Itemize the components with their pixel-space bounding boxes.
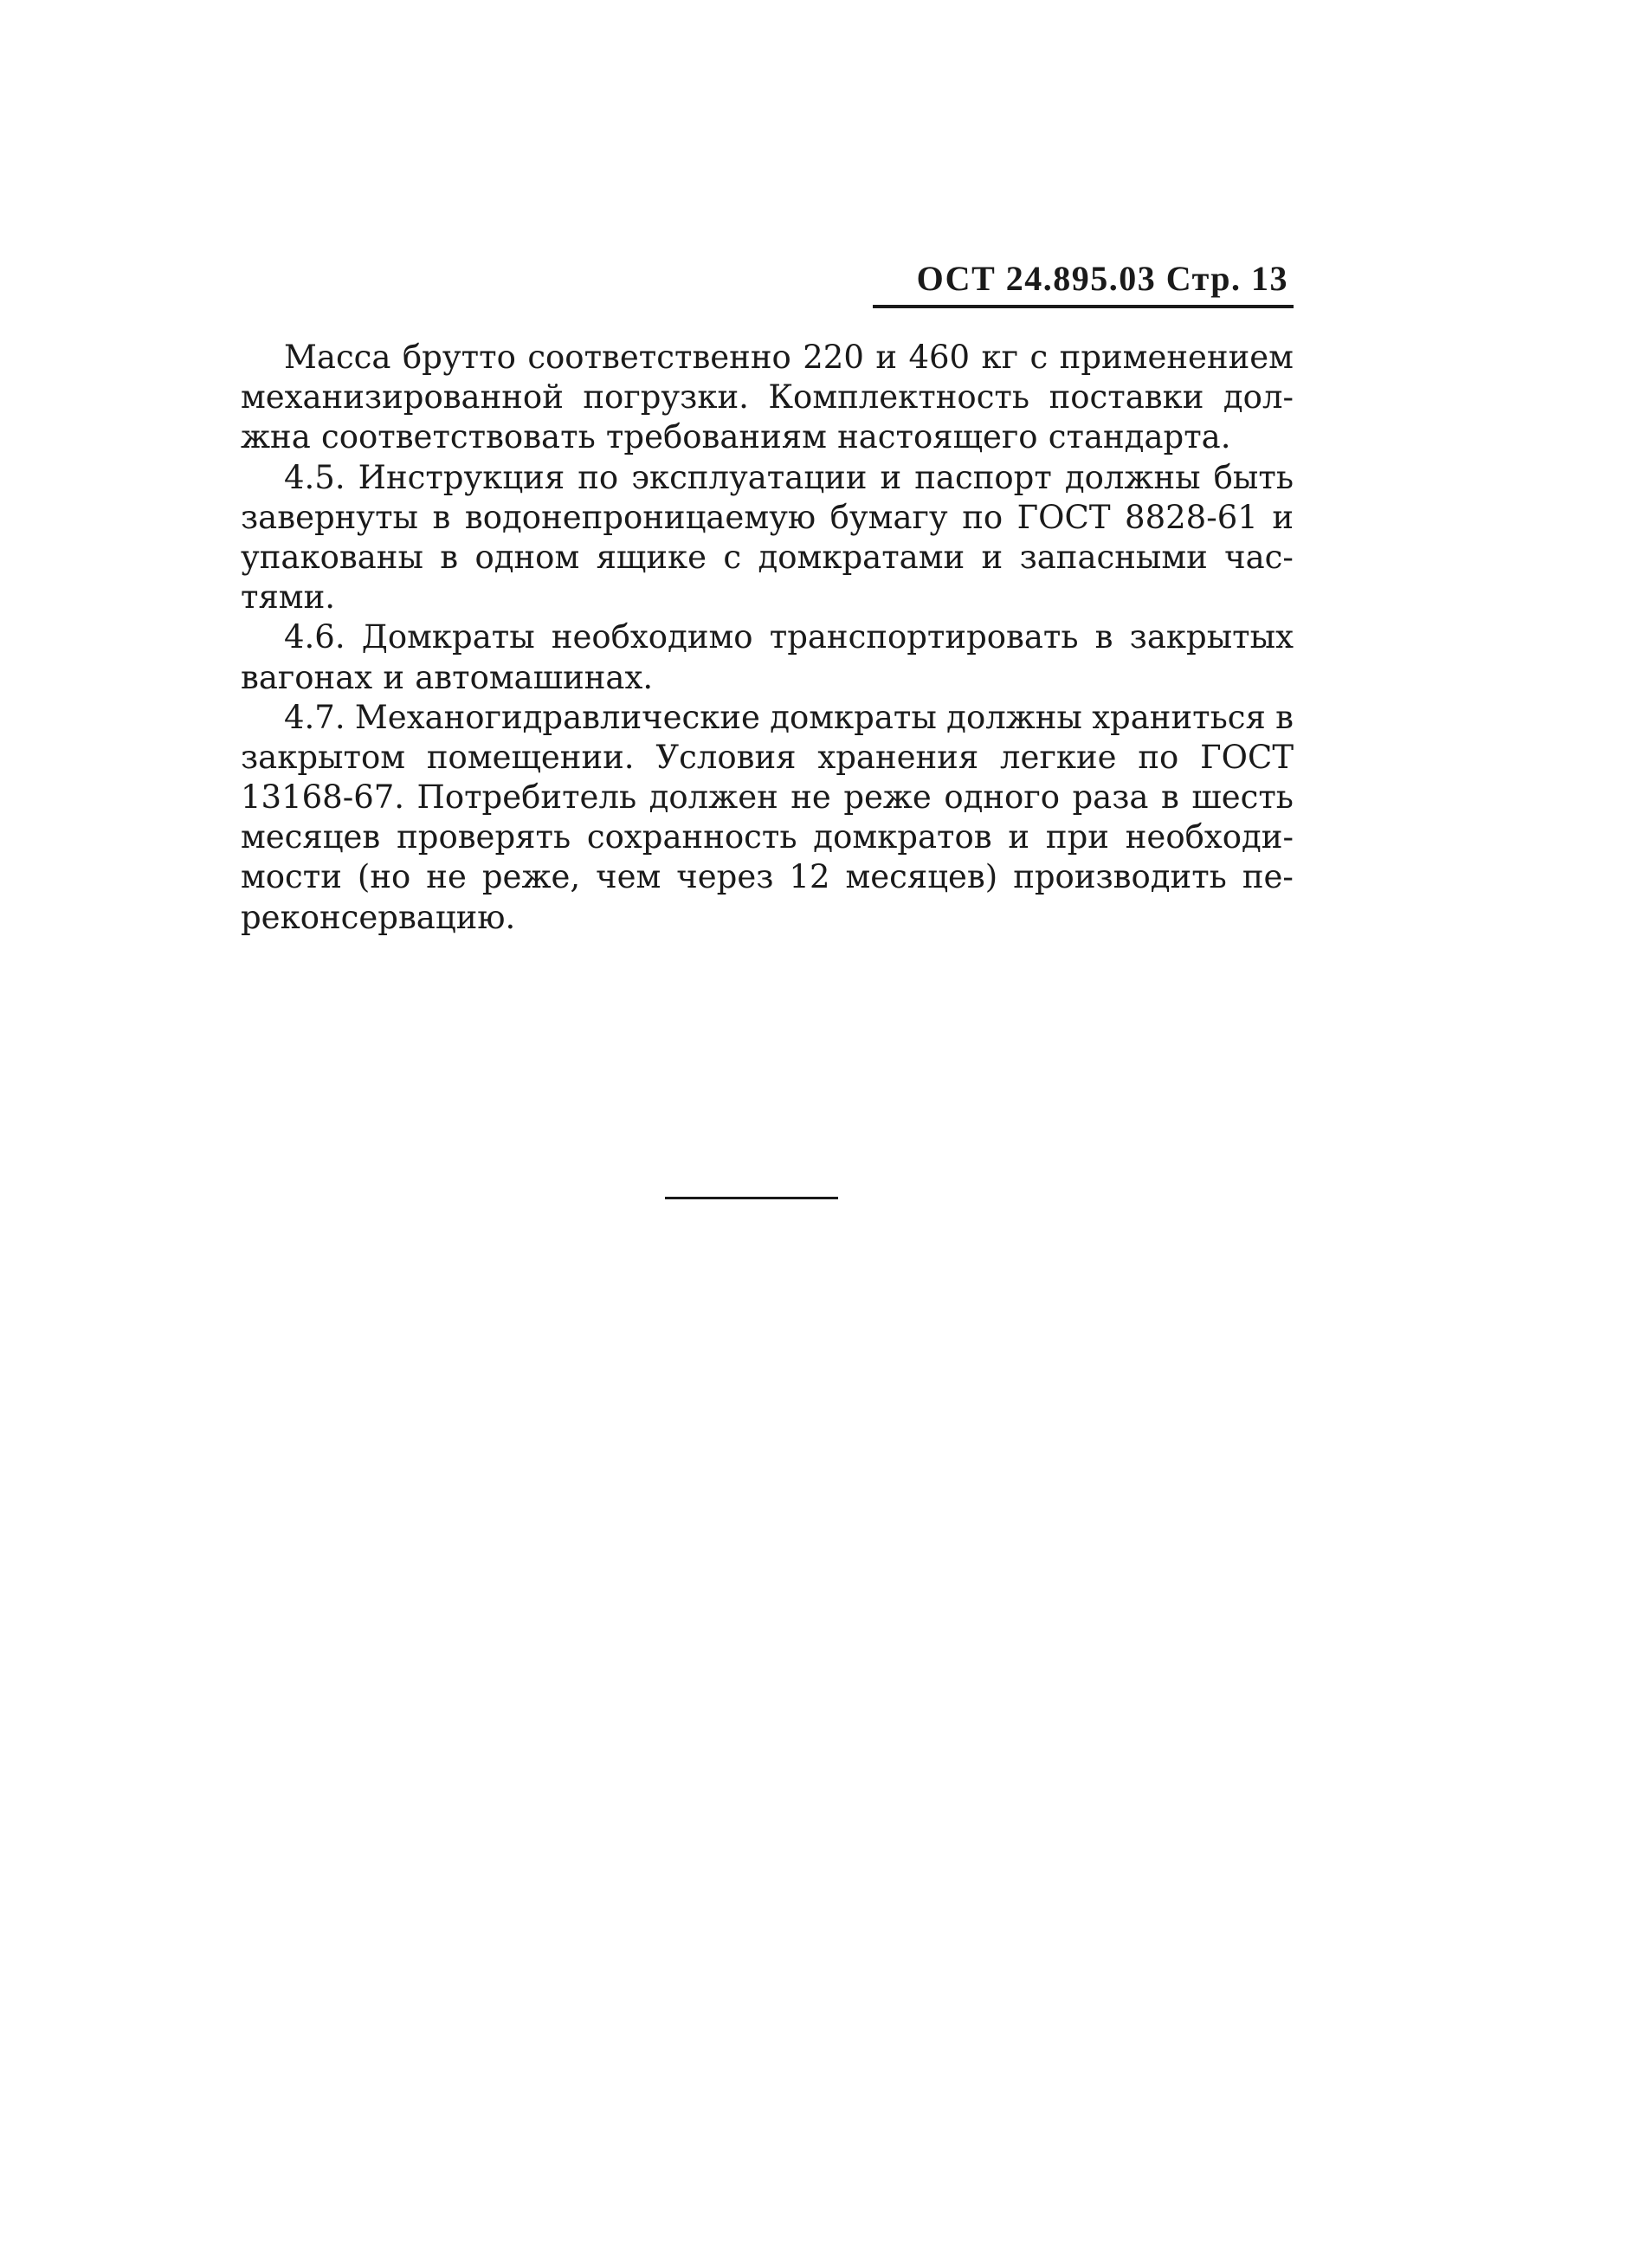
text-line [241, 417, 1294, 457]
word: по [578, 458, 619, 496]
word: 12 [789, 858, 830, 896]
word: проверять [397, 818, 571, 856]
word: механизированной [241, 378, 564, 417]
page-header [873, 260, 1294, 308]
word: погрузки. [583, 378, 749, 417]
word: реже, [481, 858, 581, 896]
word: Механогидравлические [354, 698, 760, 736]
word: и [875, 339, 897, 376]
word: не [426, 858, 467, 896]
word: час- [1224, 538, 1294, 576]
word: и [383, 658, 405, 696]
word: Масса [284, 339, 391, 376]
text-line [241, 578, 1294, 617]
word: 4.7. [284, 698, 345, 736]
text-line [241, 617, 1294, 657]
document-body [241, 338, 1294, 938]
word: жна [241, 418, 311, 456]
text-line [241, 658, 1294, 698]
text-line [241, 378, 1294, 417]
word: с [1029, 339, 1049, 376]
word: паспорт [914, 458, 1052, 496]
word: реконсервацию. [241, 898, 516, 936]
word: реже [843, 778, 932, 817]
word: необходи- [1125, 818, 1294, 856]
text-line [241, 458, 1294, 498]
word: дол- [1223, 378, 1294, 417]
word: 4.6. [284, 618, 345, 656]
word: закрытом [241, 738, 406, 776]
word: по [1138, 738, 1179, 776]
word: и [1008, 818, 1030, 856]
word: месяцев [241, 818, 381, 856]
word: должны [1064, 458, 1201, 496]
word: раза [1072, 778, 1149, 817]
word: (но [357, 858, 411, 896]
word: и [981, 538, 1003, 576]
word: храниться [1092, 698, 1266, 736]
word: эксплуатации [631, 458, 868, 496]
word: соответственно [527, 339, 791, 376]
word: при [1045, 818, 1109, 856]
word: 13168-67. [241, 778, 405, 817]
word: в [440, 538, 459, 576]
word: сохранность [586, 818, 797, 856]
word: легкие [1000, 738, 1117, 776]
word: Условия [655, 738, 797, 776]
word: настоящего [837, 418, 1038, 456]
word: вагонах [241, 658, 373, 696]
word: водонепроницаемую [464, 498, 816, 536]
word: в [1160, 778, 1179, 817]
word: упакованы [241, 538, 423, 576]
word: необходимо [551, 618, 753, 656]
word: Комплектность [768, 378, 1030, 417]
word: хранения [817, 738, 979, 776]
word: завернуты [241, 498, 418, 536]
word: стандарта. [1048, 418, 1231, 456]
word: 4.5. [284, 458, 345, 496]
word: Инструкция [358, 458, 565, 496]
text-line [241, 498, 1294, 538]
word: 220 [803, 339, 864, 376]
word: 460 [908, 339, 971, 376]
word: требованиям [605, 418, 827, 456]
text-line [241, 738, 1294, 778]
word: не [791, 778, 831, 817]
word: по [962, 498, 1003, 536]
word: Потребитель [416, 778, 637, 817]
word: быть [1213, 458, 1294, 496]
word: через [676, 858, 774, 896]
text-line [241, 898, 1294, 938]
word: в [1094, 618, 1113, 656]
word: помещении. [426, 738, 635, 776]
word: и [1272, 498, 1294, 536]
word: шесть [1191, 778, 1294, 817]
word: ГОСТ [1200, 738, 1294, 776]
text-line [241, 338, 1294, 378]
word: ящике [596, 538, 707, 576]
word: поставки [1049, 378, 1204, 417]
word: брутто [402, 339, 516, 376]
word: с [723, 538, 742, 576]
word: запасными [1019, 538, 1208, 576]
word: в [1275, 698, 1294, 736]
word: соответствовать [320, 418, 596, 456]
word: домкратов [813, 818, 992, 856]
word: тями. [241, 578, 336, 617]
word: в [432, 498, 451, 536]
word: должны [946, 698, 1082, 736]
text-line [241, 857, 1294, 897]
word: автомашинах. [415, 658, 654, 696]
word: закрытых [1129, 618, 1294, 656]
standard-page-label: ОСТ 24.895.03 Стр. 13 [916, 259, 1288, 298]
word: одного [944, 778, 1060, 817]
text-line [241, 538, 1294, 578]
word: пе- [1242, 858, 1294, 896]
word: Домкраты [361, 618, 535, 656]
word: ГОСТ [1016, 498, 1111, 536]
text-line [241, 698, 1294, 738]
word: мости [241, 858, 342, 896]
word: кг [981, 339, 1019, 376]
word: одном [474, 538, 580, 576]
word: транспортировать [769, 618, 1079, 656]
word: домкратами [758, 538, 965, 576]
word: применением [1059, 339, 1294, 376]
end-of-text-rule [665, 1197, 838, 1199]
word: бумагу [829, 498, 948, 536]
word: домкраты [770, 698, 937, 736]
word: 8828-61 [1125, 498, 1258, 536]
word: и [880, 458, 902, 496]
word: месяцев) [845, 858, 998, 896]
text-line [241, 778, 1294, 817]
word: чем [596, 858, 661, 896]
word: должен [649, 778, 778, 817]
text-line [241, 817, 1294, 857]
word: производить [1013, 858, 1227, 896]
